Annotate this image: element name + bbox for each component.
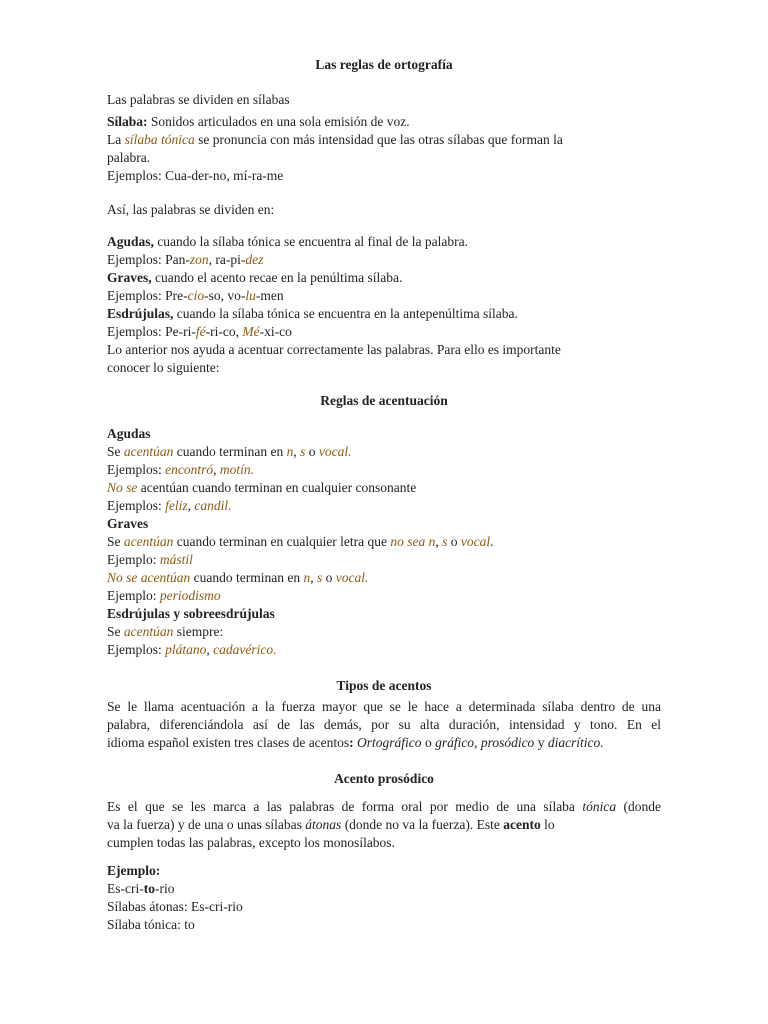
- text: ,: [310, 570, 317, 585]
- text: cuando la sílaba tónica se encuentra al final de la palabra.: [153, 234, 469, 249]
- highlight: cio: [187, 288, 205, 303]
- text: cuando terminan en: [173, 444, 287, 459]
- text: o: [447, 534, 461, 549]
- text: Ejemplos:: [107, 498, 166, 513]
- agudas-examples: [107, 251, 263, 269]
- text: Ejemplos: Pre-: [107, 288, 188, 303]
- esdrujulas-examples: [107, 323, 292, 341]
- text: cuando terminan en: [190, 570, 304, 585]
- text: La: [107, 132, 125, 147]
- highlight: n: [303, 570, 311, 585]
- highlight: zon: [189, 252, 209, 267]
- prosodico-paragraph-line-1: [107, 798, 661, 816]
- italic-text: Ortográfico: [353, 735, 422, 750]
- silaba-label: Sílaba:: [107, 114, 148, 129]
- text: cuando la sílaba tónica se encuentra en la antepenúltima sílaba.: [173, 306, 518, 321]
- italic-text: prosódico: [480, 735, 535, 750]
- page-title: Las reglas de ortografía: [315, 57, 453, 72]
- highlight: vocal.: [335, 570, 369, 585]
- agudas-subheading: Agudas: [107, 426, 151, 441]
- text: ,: [187, 498, 195, 513]
- highlight: lu: [245, 288, 256, 303]
- text: ,: [474, 735, 481, 750]
- ejemplo-word: [107, 880, 174, 898]
- text: Se: [107, 444, 124, 459]
- graves-examples: [107, 287, 284, 305]
- text: idioma español existen tres clases de acentos: [107, 735, 350, 750]
- text: Ejemplo:: [107, 552, 160, 567]
- highlight: plátano: [165, 642, 207, 657]
- agudas-rule-2: [107, 479, 416, 497]
- highlight: no sea n: [390, 534, 436, 549]
- esdrujulas-rule-examples: [107, 641, 277, 659]
- text: Es el que se les marca a las palabras de forma oral por medio de una sílaba: [107, 799, 583, 814]
- text: -xi-co: [259, 324, 292, 339]
- text: -so, vo-: [204, 288, 246, 303]
- prosodico-paragraph-line-3: cumplen todas las palabras, excepto los monosílabos.: [107, 835, 395, 850]
- text: y: [534, 735, 548, 750]
- lo-anterior-line-cont: conocer lo siguiente:: [107, 360, 220, 375]
- tipos-heading: Tipos de acentos: [336, 678, 432, 693]
- graves-subheading: Graves: [107, 516, 149, 531]
- italic-text: gráfico: [435, 735, 475, 750]
- highlight: dez: [245, 252, 264, 267]
- agudas-rule-1-examples: [107, 461, 254, 479]
- text: -men: [255, 288, 284, 303]
- text: Se: [107, 624, 124, 639]
- text: siempre:: [173, 624, 224, 639]
- text: Es-cri-: [107, 881, 144, 896]
- esdrujulas-rule: [107, 623, 223, 641]
- highlight: acentúan: [123, 624, 174, 639]
- bold-text: to: [143, 881, 155, 896]
- asi-line: Así, las palabras se dividen en:: [107, 202, 275, 217]
- italic-text: diacrítico.: [547, 735, 604, 750]
- text: ,: [435, 534, 443, 549]
- highlight: encontró: [165, 462, 214, 477]
- graves-rule-1-example: [107, 551, 193, 569]
- prosodico-heading: Acento prosódico: [334, 771, 434, 786]
- highlight: acentúan: [123, 444, 174, 459]
- text: :: [349, 735, 354, 750]
- ejemplos-line: Ejemplos: Cua-der-no, mí-ra-me: [107, 168, 284, 183]
- tonica-line-cont: palabra.: [107, 150, 151, 165]
- italic-text: tónica: [582, 799, 617, 814]
- highlight: s: [316, 570, 323, 585]
- silaba-definition: [107, 113, 410, 131]
- bold-text: acento: [503, 817, 541, 832]
- text: cuando terminan en cualquier letra que: [173, 534, 391, 549]
- highlight: feliz: [165, 498, 188, 513]
- text: lo: [540, 817, 555, 832]
- graves-definition: [107, 269, 402, 287]
- highlight: s: [442, 534, 448, 549]
- ejemplo-label: Ejemplo:: [107, 863, 161, 878]
- reglas-heading: Reglas de acentuación: [320, 393, 448, 408]
- silaba-tonica-line: Sílaba tónica: to: [107, 917, 195, 932]
- highlight: No se: [107, 480, 138, 495]
- text: Ejemplos:: [107, 642, 166, 657]
- highlight: cadavérico.: [213, 642, 277, 657]
- text: Se: [107, 534, 124, 549]
- tipos-paragraph-line-1: Se le llama acentuación a la fuerza mayor que se le hace a determinada sílaba dentro de una: [107, 699, 661, 714]
- highlight: vocal: [460, 534, 491, 549]
- highlight: vocal.: [318, 444, 352, 459]
- esdrujulas-definition: [107, 305, 518, 323]
- text: -ri-co,: [205, 324, 243, 339]
- highlight: No se acentúan: [107, 570, 191, 585]
- esdrujulas-label: Esdrújulas,: [107, 306, 174, 321]
- text: ,: [293, 444, 301, 459]
- highlight: motín.: [219, 462, 255, 477]
- italic-text: átonas: [305, 817, 342, 832]
- highlight: Mé: [242, 324, 260, 339]
- text: -rio: [154, 881, 175, 896]
- highlight: acentúan: [123, 534, 174, 549]
- graves-rule-1: [107, 533, 494, 551]
- esdrujulas-subheading: Esdrújulas y sobreesdrújulas: [107, 606, 275, 621]
- graves-label: Graves,: [107, 270, 152, 285]
- prosodico-paragraph-line-2: [107, 816, 555, 834]
- text: cuando el acento recae en la penúltima sílaba.: [151, 270, 403, 285]
- highlight: candil.: [194, 498, 232, 513]
- text: o: [421, 735, 436, 750]
- text: ,: [213, 462, 220, 477]
- agudas-rule-2-examples: [107, 497, 232, 515]
- text: Ejemplo:: [107, 588, 160, 603]
- lo-anterior-line: Lo anterior nos ayuda a acentuar correctamente las palabras. Para ello es importante: [107, 342, 561, 357]
- highlight: mástil: [159, 552, 193, 567]
- text: o: [322, 570, 336, 585]
- text: Ejemplos: Pan-: [107, 252, 190, 267]
- text: Ejemplos:: [107, 462, 166, 477]
- highlight: s: [300, 444, 306, 459]
- text: Ejemplos: Pe-ri-: [107, 324, 196, 339]
- graves-rule-2: [107, 569, 368, 587]
- silabas-atonas-line: Sílabas átonas: Es-cri-rio: [107, 899, 243, 914]
- text: acentúan cuando terminan en cualquier consonante: [137, 480, 417, 495]
- highlight: periodismo: [159, 588, 221, 603]
- text: se pronuncia con más intensidad que las otras sílabas que forman la: [194, 132, 563, 147]
- highlight: fé: [195, 324, 206, 339]
- tipos-paragraph-line-2: palabra, diferenciándola así de las demás, por su alta duración, intensidad y tono. En el: [107, 717, 661, 732]
- text: va la fuerza) y de una o unas sílabas: [107, 817, 306, 832]
- tipos-paragraph-line-3: [107, 734, 604, 752]
- tonica-line: [107, 131, 563, 149]
- text: (donde no va la fuerza). Este: [341, 817, 504, 832]
- agudas-rule-1: [107, 443, 351, 461]
- highlight: n: [286, 444, 294, 459]
- text: , ra-pi-: [208, 252, 246, 267]
- text: (donde: [616, 799, 661, 814]
- text: .: [490, 534, 494, 549]
- text: ,: [206, 642, 214, 657]
- intro-line: Las palabras se dividen en sílabas: [107, 92, 290, 107]
- agudas-definition: [107, 233, 468, 251]
- graves-rule-2-example: [107, 587, 221, 605]
- silaba-text: Sonidos articulados en una sola emisión de voz.: [147, 114, 410, 129]
- text: o: [305, 444, 319, 459]
- highlight: sílaba tónica: [124, 132, 195, 147]
- agudas-label: Agudas,: [107, 234, 154, 249]
